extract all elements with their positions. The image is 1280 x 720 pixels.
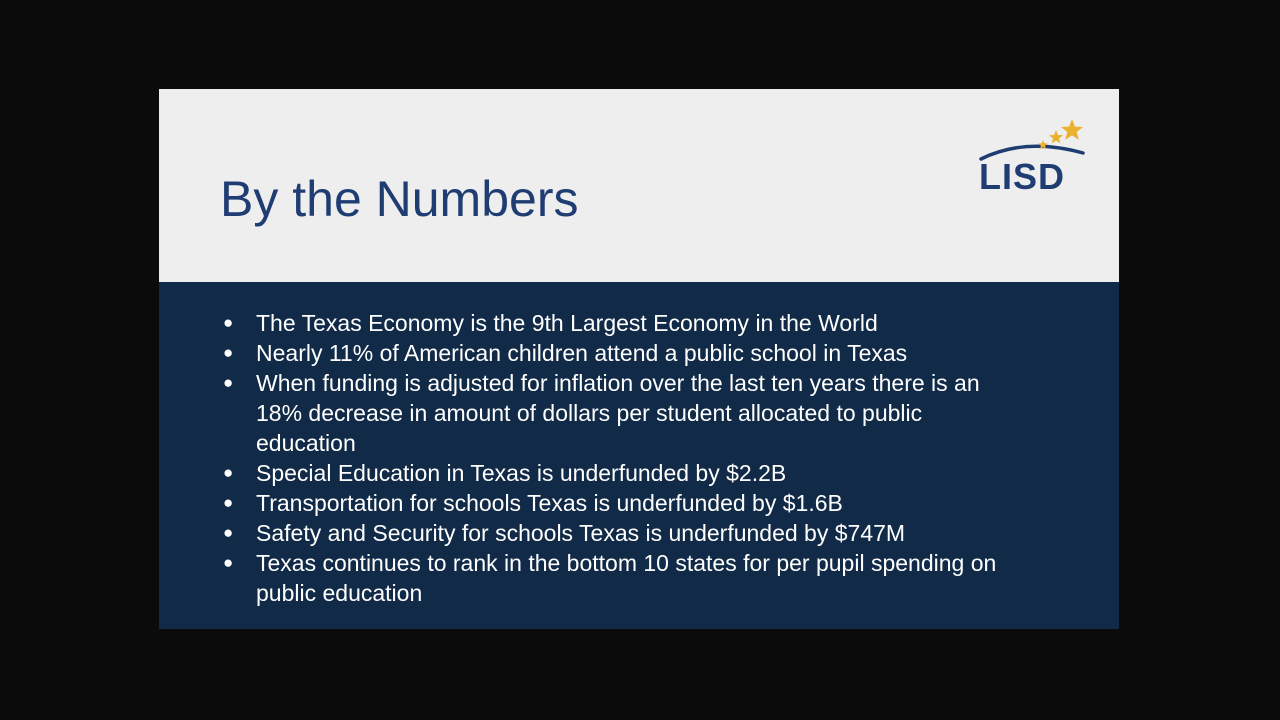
bullet-dot-icon: ● (223, 523, 234, 542)
bullet-text: Nearly 11% of American children attend a public school in Texas (256, 340, 908, 366)
bullet-item (223, 518, 1023, 548)
star-large-icon (1061, 119, 1083, 140)
bullet-text: Safety and Security for schools Texas is underfunded by $747M (256, 520, 906, 546)
lisd-logo (975, 117, 1087, 201)
bullet-item (223, 368, 1023, 458)
slide-title: By the Numbers (220, 171, 579, 227)
bullet-item (223, 308, 1023, 338)
star-medium-icon (1049, 130, 1063, 143)
bullet-dot-icon: ● (223, 313, 234, 332)
bullet-list (223, 308, 1023, 608)
slide-header (159, 89, 1119, 282)
slide-body (159, 282, 1119, 629)
bullet-text: Texas continues to rank in the bottom 10 states for per pupil spending on public education (256, 550, 997, 606)
bullet-text: Special Education in Texas is underfunded by $2.2B (256, 460, 787, 486)
bullet-item (223, 488, 1023, 518)
bullet-text: When funding is adjusted for inflation over the last ten years there is an 18% decrease in amount of dollars per student allocated to public education (256, 370, 980, 456)
bullet-dot-icon: ● (223, 463, 234, 482)
bullet-dot-icon: ● (223, 493, 234, 512)
bullet-dot-icon: ● (223, 343, 234, 362)
bullet-dot-icon: ● (223, 373, 234, 392)
logo-text: LISD (979, 156, 1066, 197)
bullet-item (223, 458, 1023, 488)
bullet-item (223, 548, 1023, 608)
bullet-text: The Texas Economy is the 9th Largest Economy in the World (256, 310, 878, 336)
bullet-text: Transportation for schools Texas is underfunded by $1.6B (256, 490, 843, 516)
bullet-item (223, 338, 1023, 368)
slide (159, 89, 1119, 629)
bullet-dot-icon: ● (223, 553, 234, 572)
